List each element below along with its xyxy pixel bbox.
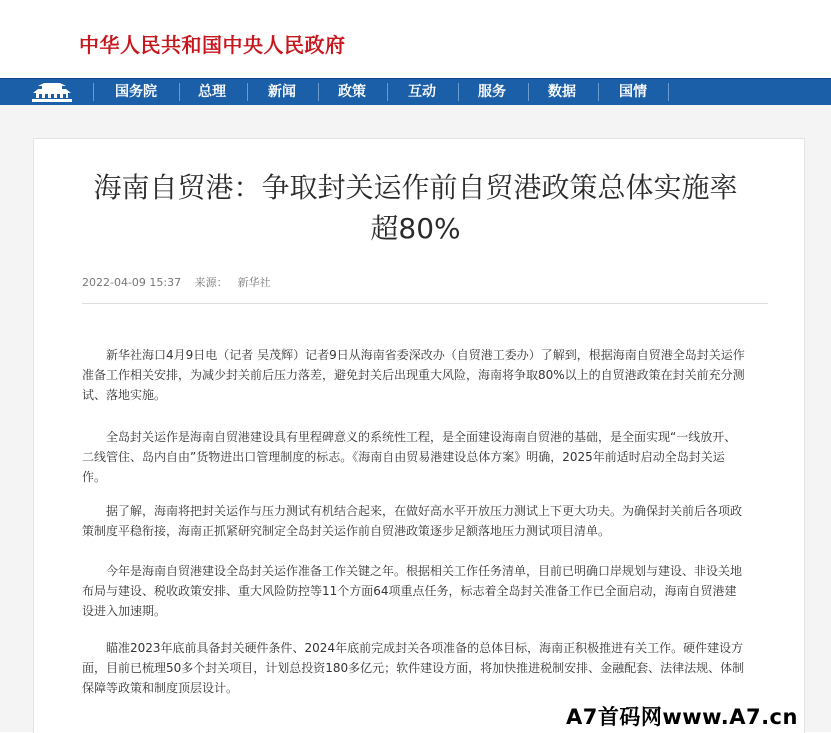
nav-item-state-council[interactable]: 国务院 bbox=[115, 84, 157, 100]
article-title-line-2: 超80% bbox=[370, 212, 461, 245]
tiananmen-emblem-icon[interactable] bbox=[30, 82, 74, 103]
nav-divider bbox=[528, 83, 529, 101]
article-paragraph: 据了解，海南将把封关运作与压力测试有机结合起来，在做好高水平开放压力测试上下更大功夫。为确保封关前后各项政策制度平稳衔接，海南正抓紧研究制定全岛封关运作前自贸港政策逐步足额落地压力测试项目清单。 bbox=[82, 504, 743, 538]
nav-item-services[interactable]: 服务 bbox=[478, 84, 506, 100]
article-title bbox=[0, 167, 831, 249]
nav-item-national-info[interactable]: 国情 bbox=[619, 84, 647, 100]
main-nav bbox=[0, 78, 831, 106]
source-label: 来源： bbox=[194, 276, 228, 289]
meta-divider bbox=[82, 303, 768, 304]
nav-divider bbox=[668, 83, 669, 101]
nav-item-premier[interactable]: 总理 bbox=[198, 84, 226, 100]
nav-divider bbox=[179, 83, 180, 101]
nav-item-news[interactable]: 新闻 bbox=[268, 84, 296, 100]
nav-divider bbox=[318, 83, 319, 101]
article-date: 2022-04-09 15:37 bbox=[82, 276, 182, 289]
nav-divider bbox=[458, 83, 459, 101]
nav-divider bbox=[247, 83, 248, 101]
article-paragraph: 今年是海南自贸港建设全岛封关运作准备工作关键之年。根据相关工作任务清单，目前已明确口岸规划与建设、非设关地布局与建设、税收政策安排、重大风险防控等11个方面64项重点任务，标志着全岛封关准备工作已全面启动，海南自贸港建设进入加速期。 bbox=[82, 564, 743, 618]
nav-divider bbox=[387, 83, 388, 101]
nav-item-policy[interactable]: 政策 bbox=[338, 84, 366, 100]
site-header bbox=[0, 0, 831, 78]
article-paragraph: 新华社海口4月9日电（记者 吴茂辉）记者9日从海南省委深改办（自贸港工委办）了解到，根据海南自贸港全岛封关运作准备工作相关安排，为减少封关前后压力落差，避免封关后出现重大风险，海南将争取80%以上的自贸港政策在封关前充分测试、落地实施。 bbox=[82, 348, 745, 402]
nav-divider bbox=[93, 83, 94, 101]
nav-item-data[interactable]: 数据 bbox=[548, 84, 576, 100]
nav-item-interaction[interactable]: 互动 bbox=[408, 84, 436, 100]
article-meta bbox=[82, 274, 281, 290]
article-title-line-1: 海南自贸港：争取封关运作前自贸港政策总体实施率 bbox=[93, 171, 738, 204]
article-paragraph: 全岛封关运作是海南自贸港建设具有里程碑意义的系统性工程，是全面建设海南自贸港的基础，是全面实现“一线放开、二线管住、岛内自由”货物进出口管理制度的标志。《海南自由贸易港建设总体方案》明确，2025年前适时启动全岛封关运作。 bbox=[82, 430, 737, 484]
site-title[interactable]: 中华人民共和国中央人民政府 bbox=[79, 33, 346, 57]
article-paragraph: 瞄准2023年底前具备封关硬件条件、2024年底前完成封关各项准备的总体目标，海南正积极推进有关工作。硬件建设方面，目前已梳理50多个封关项目，计划总投资180多亿元；软件建设方面，将加快推进税制安排、金融配套、法律法规、体制保障等政策和制度顶层设计。 bbox=[82, 641, 745, 695]
watermark: A7首码网www.A7.cn bbox=[566, 705, 798, 729]
article-source: 新华社 bbox=[237, 276, 271, 289]
nav-divider bbox=[598, 83, 599, 101]
